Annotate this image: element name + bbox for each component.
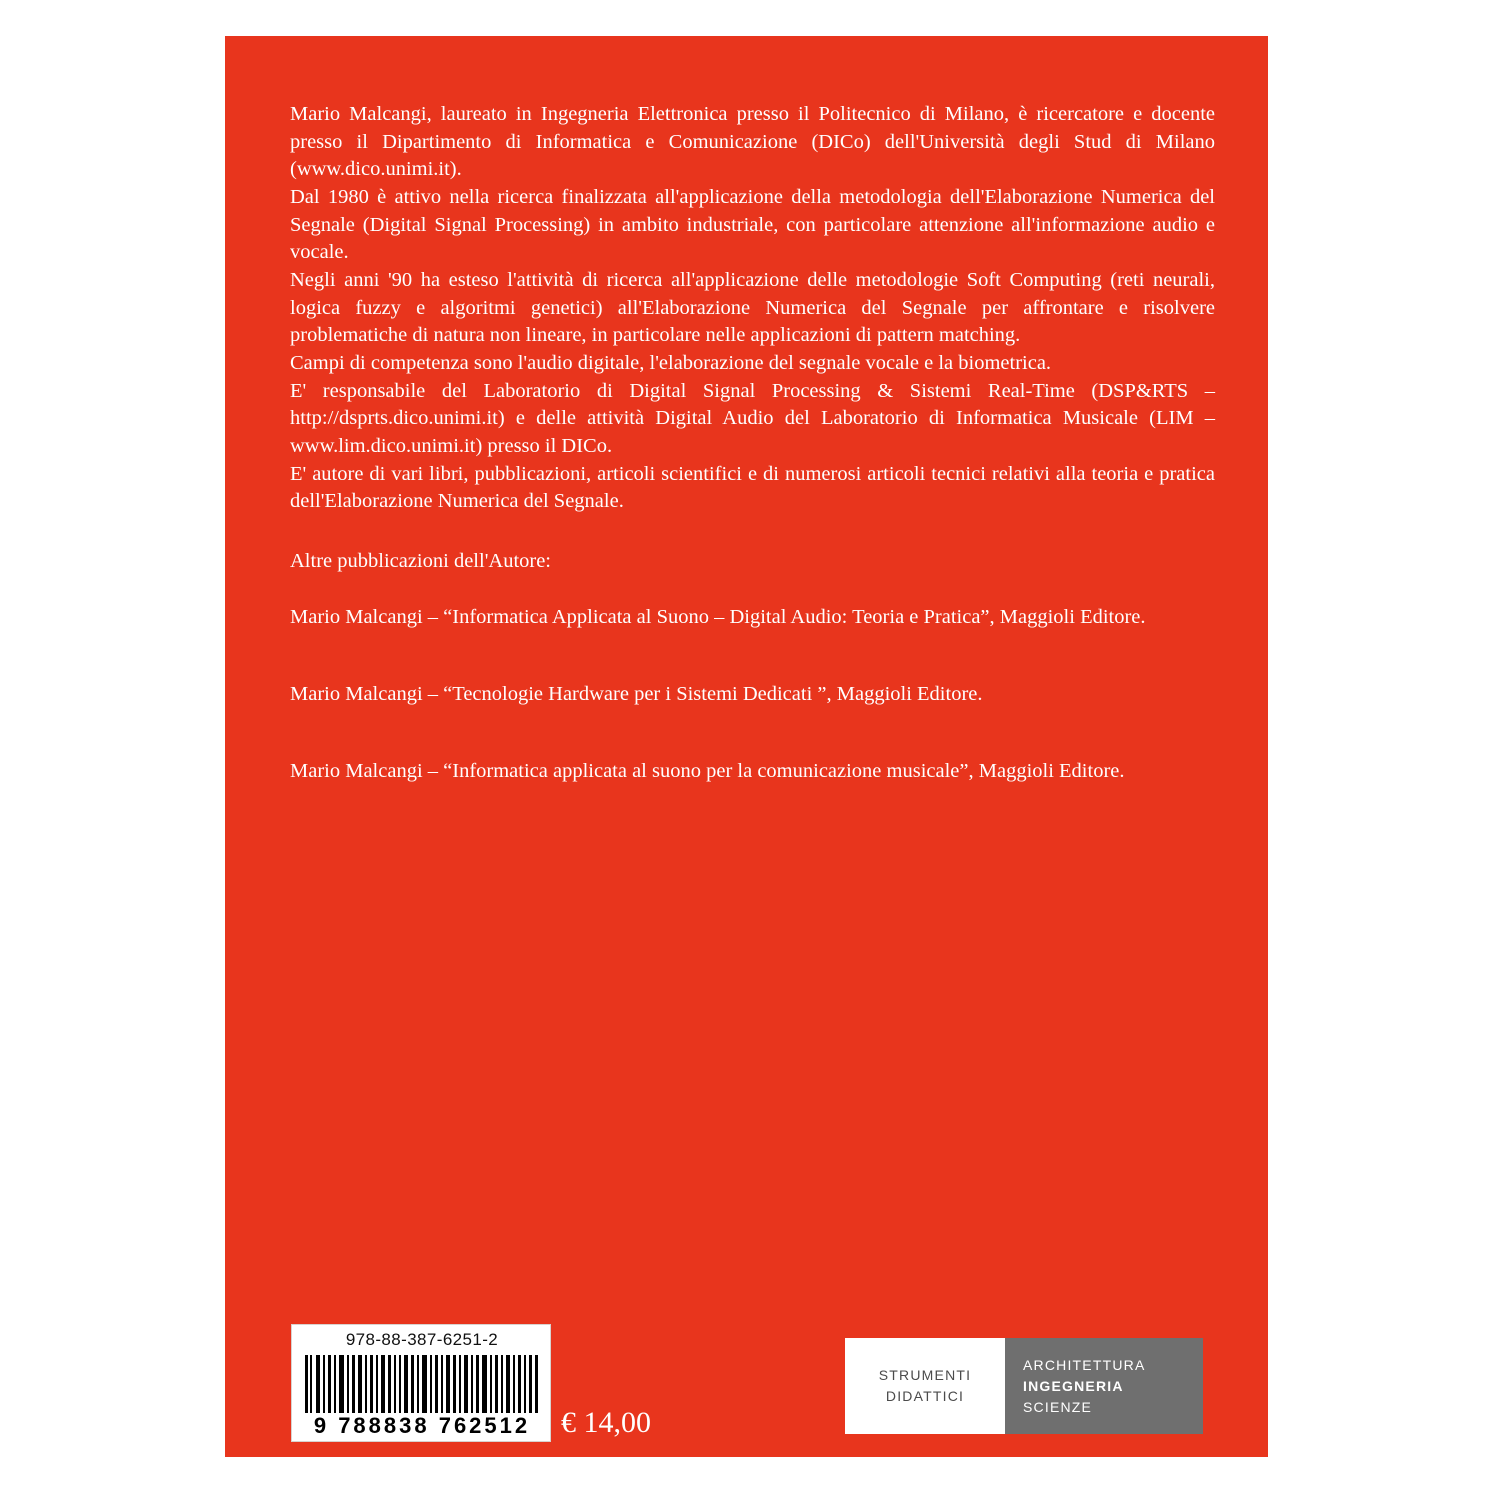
category-line-2: INGEGNERIA (1023, 1377, 1124, 1394)
barcode-bars (305, 1355, 539, 1413)
bio-paragraph-2: Dal 1980 è attivo nella ricerca finalizzata all'applicazione della metodologia dell'Elaborazione Numerica del Segnale (Digital Signal Processing) in ambito industriale, con particolare attenzione all'informazione audio e vocale. (290, 186, 1215, 264)
series-architettura-ingegneria-scienze (1005, 1338, 1203, 1434)
publication-item-3: Mario Malcangi – “Informatica applicata al suono per la comunicazione musicale”, Maggioli Editore. (290, 760, 1125, 782)
bio-paragraph-3: Negli anni '90 ha esteso l'attività di ricerca all'applicazione delle metodologie Soft Computing (reti neurali, logica fuzzy e algoritmi genetici) all'Elaborazione Numerica del Segnale per affrontare e risolvere problematiche di natura non lineare, in particolare nelle applicazioni di pattern matching. (290, 269, 1215, 347)
isbn-barcode (291, 1324, 551, 1442)
publisher-series-logo (845, 1338, 1203, 1434)
series-line-1: STRUMENTI (878, 1367, 972, 1383)
bio-paragraph-4: Campi di competenza sono l'audio digitale, l'elaborazione del segnale vocale e la biometrica. (290, 352, 1052, 375)
series-strumenti-didattici (845, 1338, 1005, 1434)
series-line-2: DIDATTICI (885, 1388, 965, 1404)
bio-paragraph-5: E' responsabile del Laboratorio di Digital Signal Processing & Sistemi Real-Time (DSP&RTS – http://dsprts.dico.unimi.it) e delle attività Digital Audio del Laboratorio di Informatica Musicale (LIM – www.lim.dico.unimi.it) presso il DICo. (290, 379, 1215, 458)
isbn-number: 978-88-387-6251-2 (345, 1330, 499, 1349)
publication-item-2: Mario Malcangi – “Tecnologie Hardware per i Sistemi Dedicati ”, Maggioli Editore. (290, 683, 983, 705)
bio-paragraph-1: Mario Malcangi, laureato in Ingegneria Elettronica presso il Politecnico di Milano, è ricercatore e docente presso il Dipartimento di Informatica e Comunicazione (DICo) dell'Università degli Stud di Milano (www.dico.unimi.it). (290, 103, 1215, 181)
category-line-3: SCIENZE (1023, 1398, 1093, 1415)
cover-panel (225, 36, 1268, 1457)
bio-paragraph-6: E' autore di vari libri, pubblicazioni, articoli scientifici e di numerosi articoli tecnici relativi alla teoria e pratica dell'Elaborazione Numerica del Segnale. (290, 462, 1215, 513)
publication-item-1: Mario Malcangi – “Informatica Applicata al Suono – Digital Audio: Teoria e Pratica”, Maggioli Editore. (290, 606, 1146, 628)
other-publications-heading: Altre pubblicazioni dell'Autore: (290, 550, 552, 572)
category-line-1: ARCHITETTURA (1023, 1356, 1146, 1373)
price-label: € 14,00 (561, 1406, 651, 1439)
barcode-digits: 9 788838 762512 (313, 1413, 531, 1438)
author-biography (290, 101, 1215, 516)
